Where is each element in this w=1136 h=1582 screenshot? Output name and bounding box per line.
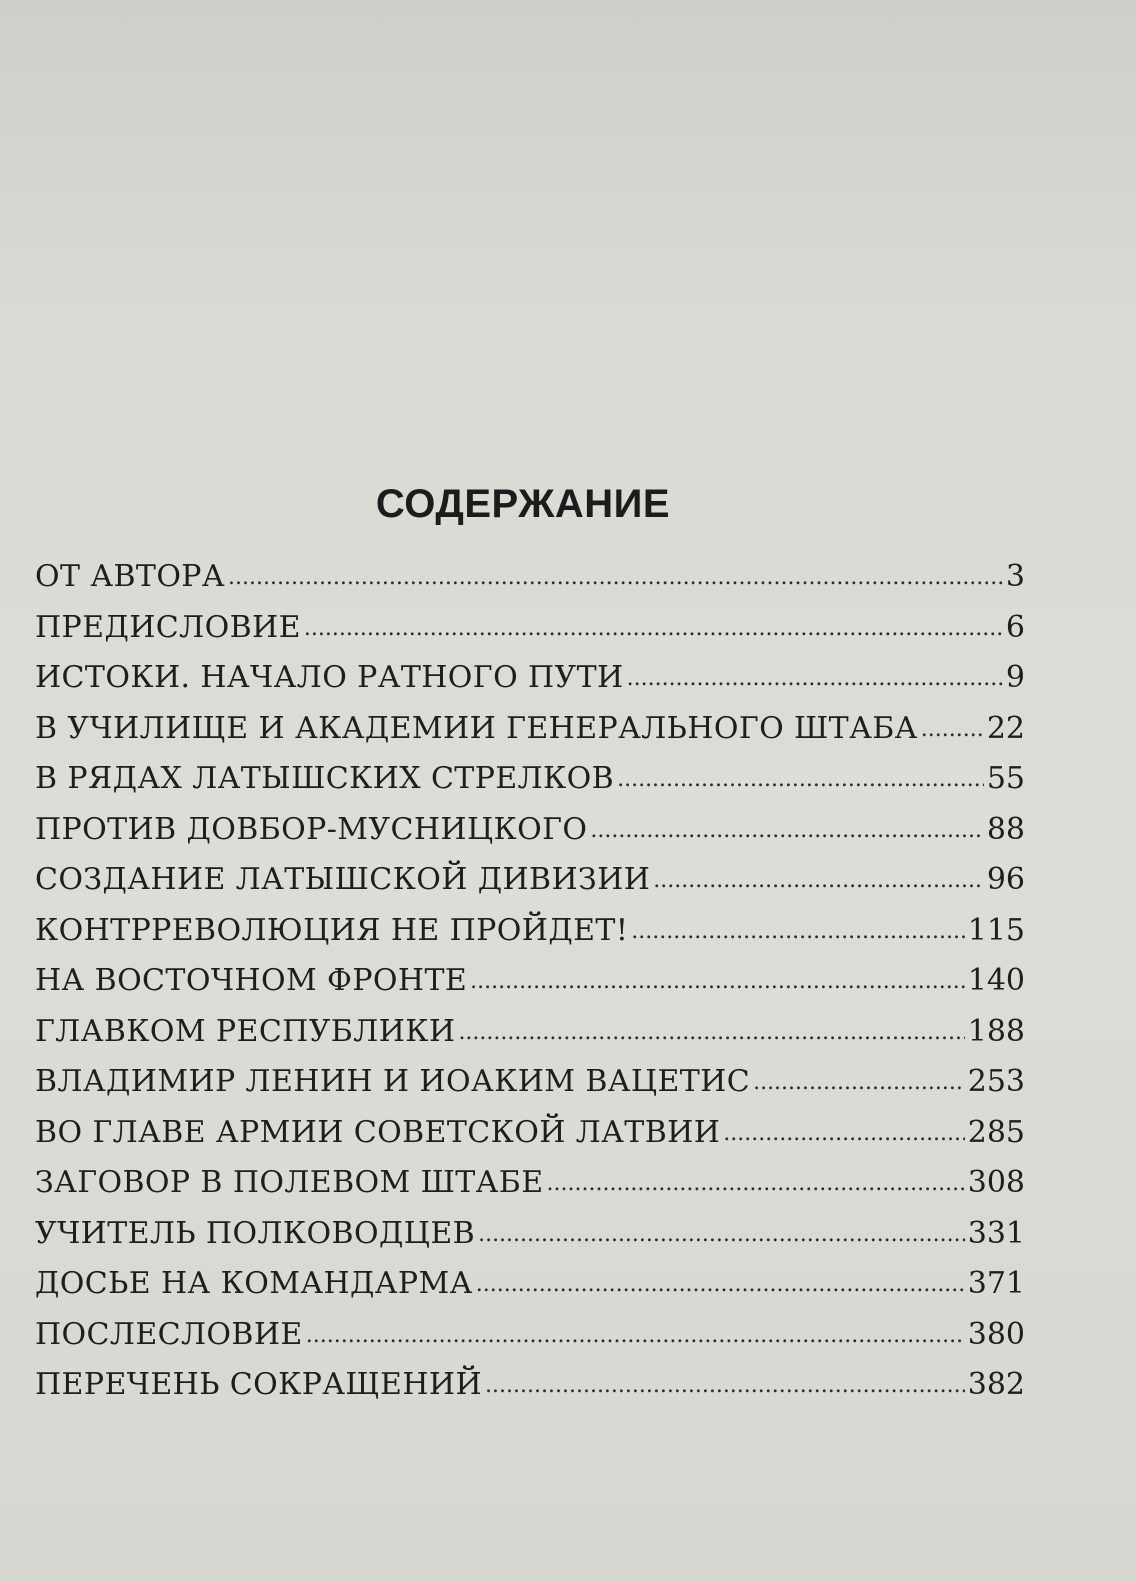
toc-entry — [35, 754, 1025, 805]
toc-entry-title: ЗАГОВОР В ПОЛЕВОМ ШТАБЕ — [35, 1165, 544, 1200]
toc-dot-leader — [590, 803, 983, 856]
toc-entry-page: 22 — [986, 710, 1025, 746]
toc-entry-title: ИСТОКИ. НАЧАЛО РАТНОГО ПУТИ — [35, 660, 624, 695]
toc-entry — [35, 855, 1025, 906]
toc-entry — [35, 1057, 1025, 1108]
toc-dot-leader — [617, 752, 984, 805]
toc-entry — [35, 1158, 1025, 1209]
page-title: СОДЕРЖАНИЕ — [375, 482, 671, 526]
toc-dot-leader — [631, 904, 964, 957]
toc-entry-title: ПРОТИВ ДОВБОР-МУСНИЦКОГО — [35, 811, 588, 847]
toc-entry-title: СОЗДАНИЕ ЛАТЫШСКОЙ ДИВИЗИИ — [35, 862, 651, 897]
toc-entry-title: ПЕРЕЧЕНЬ СОКРАЩЕНИЙ — [35, 1367, 483, 1402]
toc-entry-page: 380 — [967, 1316, 1025, 1352]
toc-dot-leader — [470, 954, 965, 1007]
toc-entry-title: ДОСЬЕ НА КОМАНДАРМА — [35, 1266, 473, 1301]
toc-entry — [35, 1007, 1025, 1058]
toc-entry — [35, 603, 1025, 654]
toc-entry — [35, 1209, 1025, 1260]
toc-dot-leader — [476, 1257, 965, 1310]
toc-entry-page: 9 — [1005, 660, 1025, 695]
toc-entry-page: 3 — [1005, 559, 1025, 594]
toc-entry — [35, 1108, 1025, 1159]
toc-entry-title: ОТ АВТОРА — [35, 559, 226, 594]
toc-entry — [35, 1259, 1025, 1310]
toc-dot-leader — [306, 1308, 965, 1361]
toc-entry — [35, 1310, 1025, 1361]
toc-dot-leader — [547, 1156, 965, 1209]
toc-dot-leader — [723, 1106, 964, 1159]
toc-entry-page: 253 — [967, 1064, 1025, 1099]
toc-entry — [35, 1360, 1025, 1411]
toc-entry — [35, 653, 1025, 704]
toc-entry-page: 6 — [1005, 609, 1025, 645]
toc-entry-title: УЧИТЕЛЬ ПОЛКОВОДЦЕВ — [35, 1215, 476, 1251]
toc-entry-page: 382 — [967, 1367, 1025, 1402]
toc-entry-title: КОНТРРЕВОЛЮЦИЯ НЕ ПРОЙДЕТ! — [35, 912, 629, 948]
toc-entry-page: 140 — [967, 963, 1025, 998]
toc-entry-page: 96 — [986, 862, 1025, 897]
toc-entry-page: 308 — [967, 1165, 1025, 1200]
toc-entry-page: 115 — [967, 912, 1025, 948]
toc-dot-leader — [228, 550, 1003, 603]
toc-entry — [35, 552, 1025, 603]
toc-entry-page: 331 — [967, 1215, 1025, 1251]
toc-dot-leader — [653, 853, 984, 906]
toc-entry-title: В УЧИЛИЩЕ И АКАДЕМИИ ГЕНЕРАЛЬНОГО ШТАБА — [35, 710, 918, 746]
toc-entry-title: НА ВОСТОЧНОМ ФРОНТЕ — [35, 963, 468, 998]
toc-dot-leader — [921, 702, 984, 755]
toc-dot-leader — [627, 651, 1003, 704]
toc-entry-page: 371 — [967, 1266, 1025, 1301]
toc-entry-title: ВЛАДИМИР ЛЕНИН И ИОАКИМ ВАЦЕТИС — [35, 1064, 751, 1099]
toc-entry-title: ПРЕДИСЛОВИЕ — [35, 609, 301, 645]
toc-entry — [35, 956, 1025, 1007]
toc-entry-page: 188 — [967, 1013, 1025, 1049]
toc-entry-page: 88 — [986, 811, 1025, 847]
toc-entry-title: ГЛАВКОМ РЕСПУБЛИКИ — [35, 1013, 456, 1049]
toc-entry — [35, 805, 1025, 856]
toc-dot-leader — [478, 1207, 965, 1260]
toc-entry — [35, 906, 1025, 957]
toc-entry-page: 55 — [986, 761, 1025, 796]
toc-entry — [35, 704, 1025, 755]
toc-dot-leader — [485, 1358, 965, 1411]
toc-dot-leader — [458, 1005, 964, 1058]
toc-dot-leader — [304, 601, 1003, 654]
toc-entry-title: В РЯДАХ ЛАТЫШСКИХ СТРЕЛКОВ — [35, 761, 615, 796]
toc-dot-leader — [753, 1055, 965, 1108]
toc-entry-page: 285 — [967, 1114, 1025, 1150]
toc-entry-title: ПОСЛЕСЛОВИЕ — [35, 1316, 303, 1352]
table-of-contents — [35, 552, 1025, 1411]
toc-entry-title: ВО ГЛАВЕ АРМИИ СОВЕТСКОЙ ЛАТВИИ — [35, 1114, 721, 1150]
